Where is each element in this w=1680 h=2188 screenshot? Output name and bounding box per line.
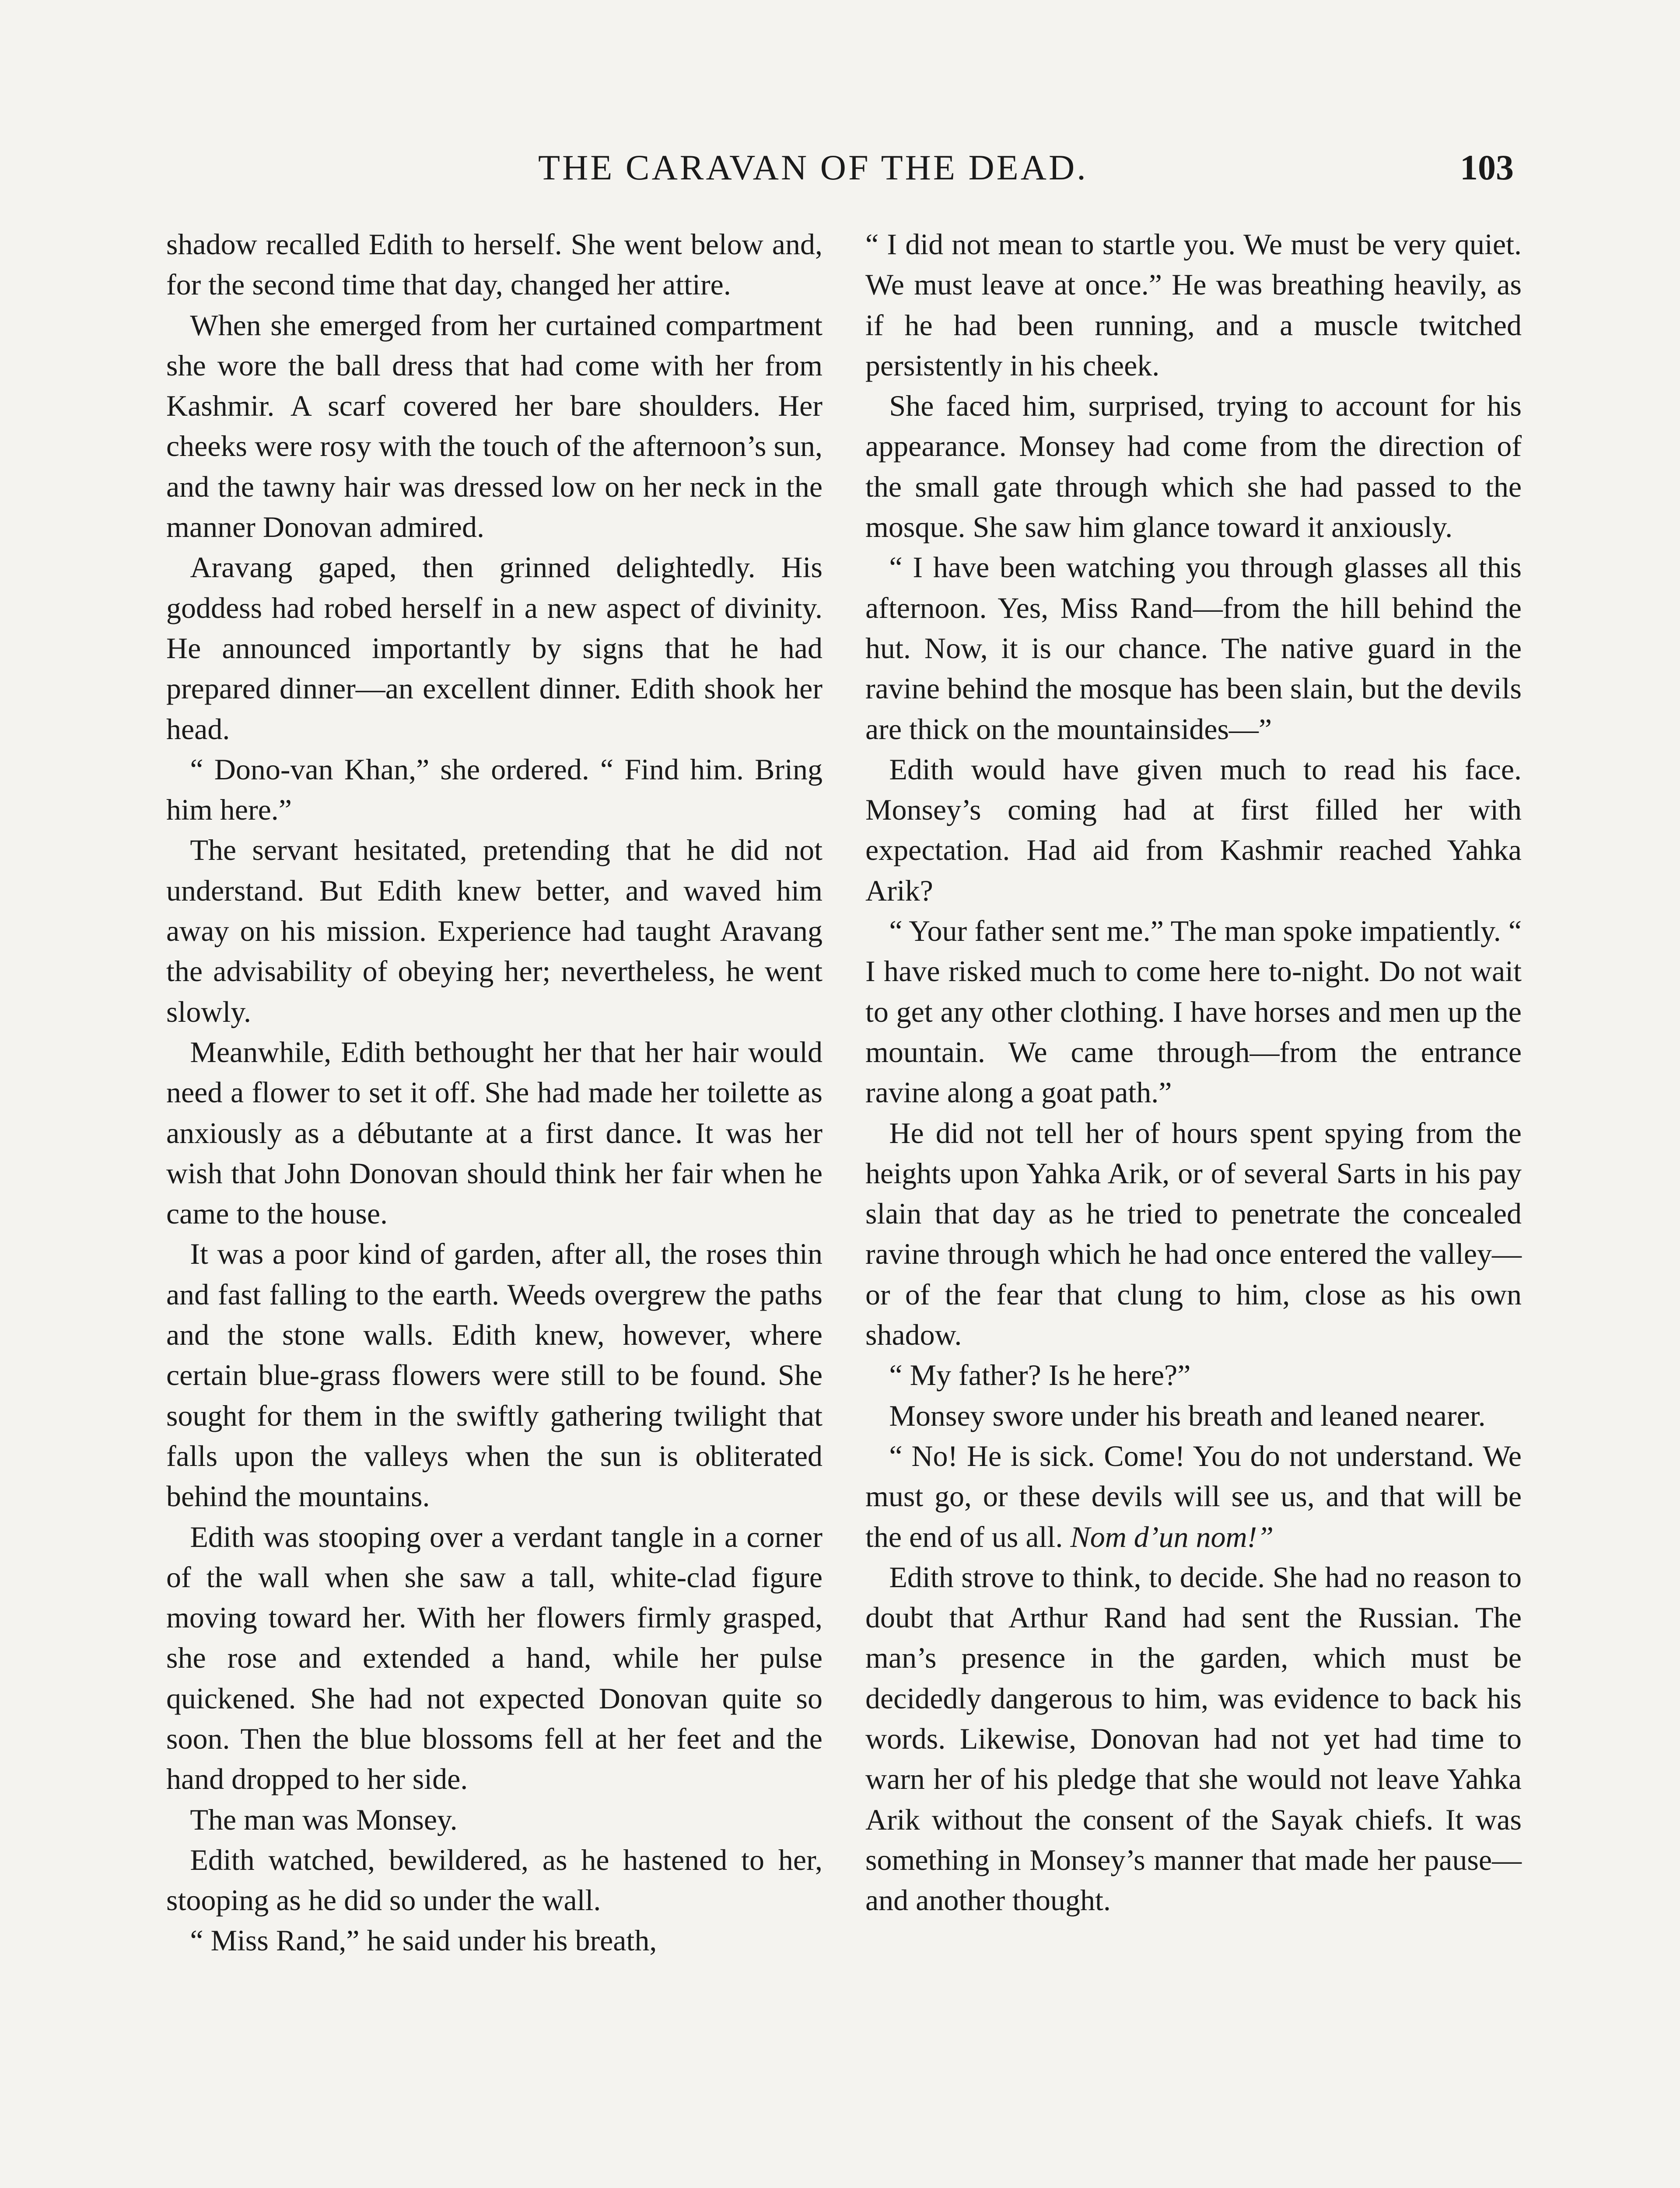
italic-exclamation: Nom d’un nom!” <box>1070 1520 1274 1553</box>
right-column <box>865 224 1522 1920</box>
paragraph: Meanwhile, Edith bethought her that her hair would need a flower to set it off. She had made her toilette as anxiously as a débutante at a first dance. It was her wish that John Donovan should think her fair when he came to the house. <box>166 1035 822 1231</box>
page-number: 103 <box>1460 147 1514 187</box>
paragraph: He did not tell her of hours spent spying from the heights upon Yahka Arik, or of several Sarts in his pay slain that day as he tried to penetrate the concealed ravine through which he had once entered the valley—or of the fear that clung to him, close as his own shadow. <box>865 1116 1522 1352</box>
paragraph: “ Miss Rand,” he said under his breath, <box>190 1924 657 1957</box>
paragraph: “ Dono-van Khan,” she ordered. “ Find him. Bring him here.” <box>166 752 822 827</box>
paragraph: The servant hesitated, pretending that he did not understand. But Edith knew better, and waved him away on his mission. Experience had taught Aravang the advisability of obeying her; nevertheless, he went slowly. <box>166 833 822 1028</box>
paragraph: Aravang gaped, then grinned delightedly. His goddess had robed herself in a new aspect of divinity. He announced importantly by signs that he had prepared dinner—an excellent dinner. Edith shook her head. <box>166 551 822 746</box>
paragraph: When she emerged from her curtained compartment she wore the ball dress that had come with her from Kashmir. A scarf covered her bare shoulders. Her cheeks were rosy with the touch of the afternoon’s sun, and the tawny hair was dressed low on her neck in the manner Donovan admired. <box>166 308 822 544</box>
paragraph: Edith strove to think, to decide. She had no reason to doubt that Arthur Rand had sent the Russian. The man’s presence in the garden, which must be decidedly dangerous to him, was evidence to back his words. Likewise, Donovan had not yet had time to warn her of his pledge that she would not leave Yahka Arik without the consent of the Sayak chiefs. It was something in Monsey’s manner that made her pause—and another thought. <box>865 1560 1522 1917</box>
paragraph: “ I did not mean to startle you. We must be very quiet. We must leave at once.” He was breathing heavily, as if he had been running, and a muscle twitched persistently in his cheek. <box>865 228 1522 382</box>
paragraph <box>865 1436 1522 1557</box>
paragraph: shadow recalled Edith to herself. She went below and, for the second time that day, changed her attire. <box>166 228 822 302</box>
paragraph: Edith was stooping over a verdant tangle in a corner of the wall when she saw a tall, white-clad figure moving toward her. With her flowers firmly grasped, she rose and extended a hand, while her pulse quickened. She had not expected Donovan quite so soon. Then the blue blossoms fell at her feet and the hand dropped to her side. <box>166 1520 822 1796</box>
paragraph-text: “ No! He is sick. Come! You do not understand. We must go, or these devils will see us, and that will be the end of us all. <box>865 1439 1522 1553</box>
paragraph: Edith would have given much to read his face. Monsey’s coming had at first filled her with expectation. Had aid from Kashmir reached Yahka Arik? <box>865 752 1522 907</box>
paragraph: Edith watched, bewildered, as he hastened to her, stooping as he did so under the wall. <box>166 1843 822 1917</box>
paragraph: The man was Monsey. <box>190 1802 458 1836</box>
paragraph: She faced him, surprised, trying to account for his appearance. Monsey had come from the direction of the small gate through which she had passed to the mosque. She saw him glance toward it anxiously. <box>865 389 1522 544</box>
paragraph: “ Your father sent me.” The man spoke impatiently. “ I have risked much to come here to-night. Do not wait to get any other clothing. I have horses and men up the mountain. We came through—from the entrance ravine along a goat path.” <box>865 914 1522 1109</box>
paragraph: Monsey swore under his breath and leaned nearer. <box>889 1399 1486 1432</box>
paragraph: “ My father? Is he here?” <box>889 1358 1191 1392</box>
left-column <box>166 224 822 1961</box>
paragraph: “ I have been watching you through glasses all this afternoon. Yes, Miss Rand—from the hill behind the hut. Now, it is our chance. The native guard in the ravine behind the mosque has been slain, but the devils are thick on the mountainsides—” <box>865 551 1522 746</box>
running-head <box>166 144 1514 192</box>
paragraph: It was a poor kind of garden, after all, the roses thin and fast falling to the earth. Weeds overgrew the paths and the stone walls. Edith knew, however, where certain blue-grass flowers were still to be found. She sought for them in the swiftly gathering twilight that falls upon the valleys when the sun is obliterated behind the mountains. <box>166 1237 822 1513</box>
running-title: THE CARAVAN OF THE DEAD. <box>538 147 1088 187</box>
